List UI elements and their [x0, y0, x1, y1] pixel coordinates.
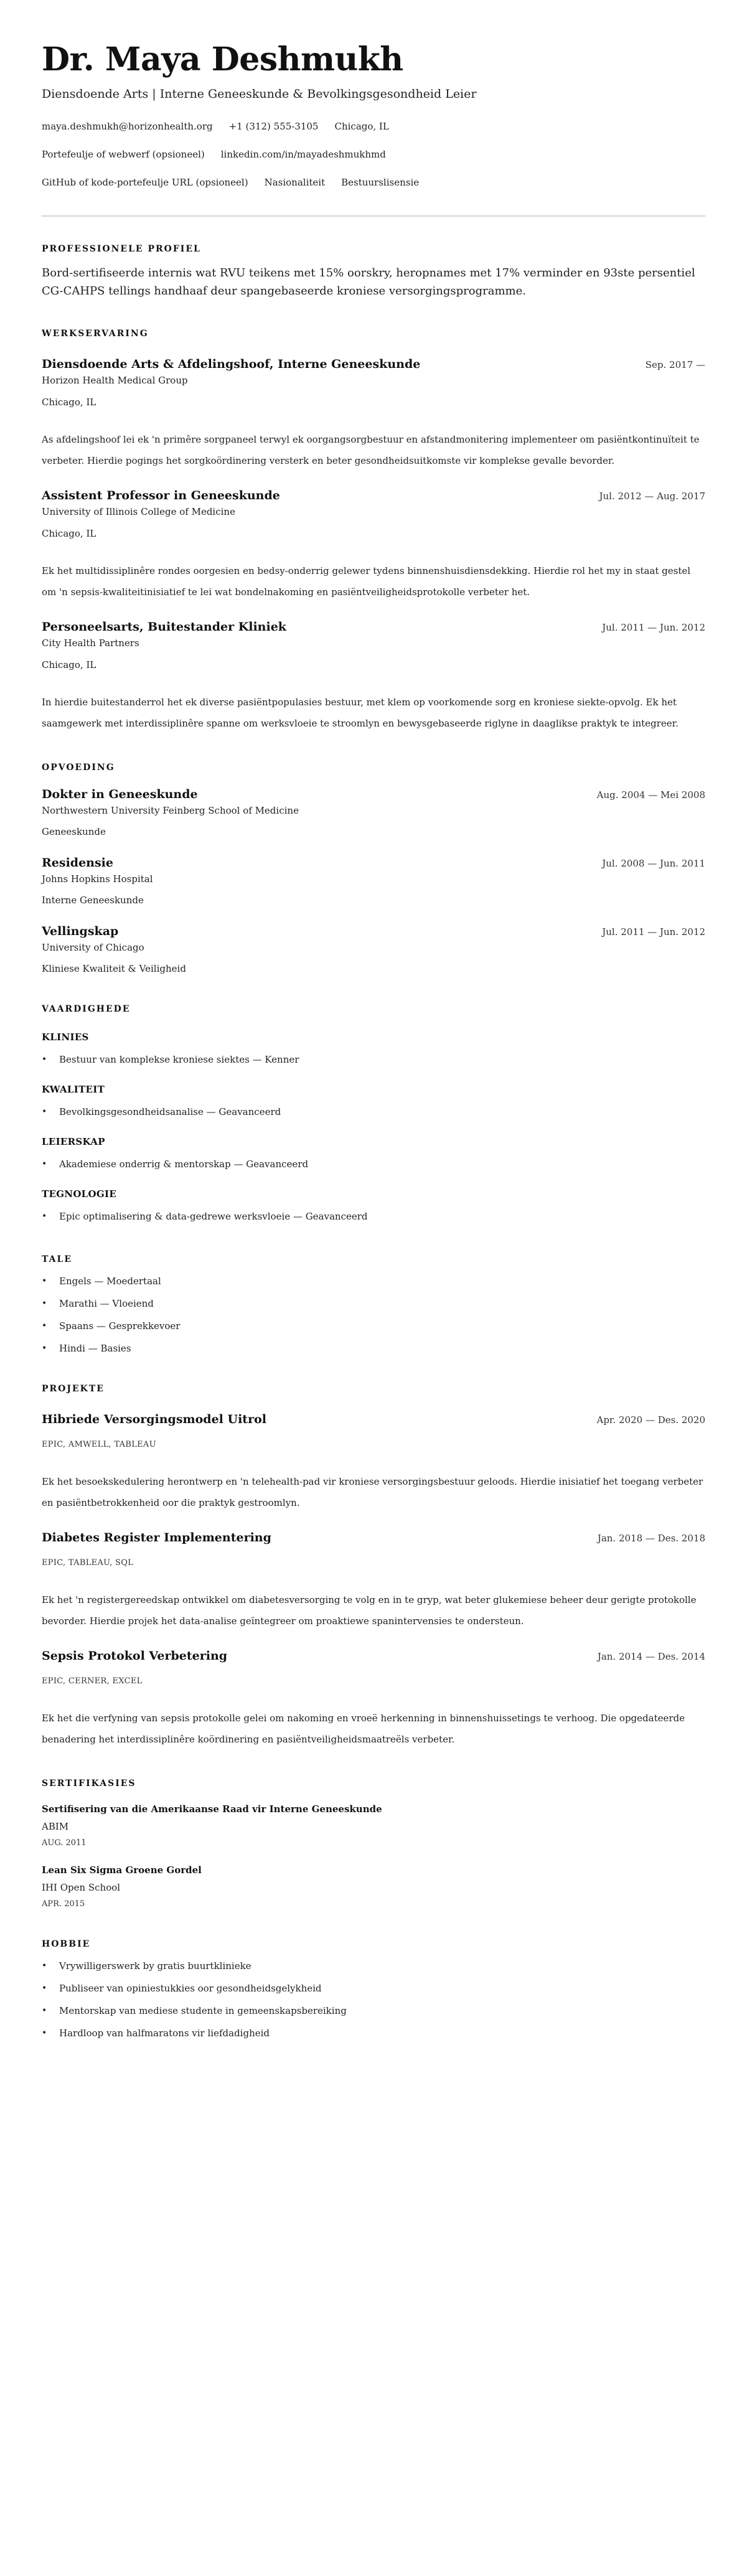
experience-section — [42, 327, 705, 734]
contact-nationality: Nasionaliteit — [264, 177, 326, 188]
section-title: SERTIFIKASIES — [42, 1779, 136, 1789]
certification-issuer: ABIM — [42, 1821, 69, 1832]
hobby-item: • Vrywilligerswerk by gratis buurtklinieke — [42, 1959, 705, 1973]
project-title: Sepsis Protokol Verbetering — [42, 1649, 228, 1663]
language-item: • Hindi — Basies — [42, 1342, 705, 1355]
job-company: City Health Partners — [42, 637, 139, 649]
project-tech: EPIC, AMWELL, TABLEAU — [42, 1440, 156, 1449]
project-entry — [42, 1648, 705, 1750]
section-title: VAARDIGHEDE — [42, 1004, 131, 1014]
job-location: Chicago, IL — [42, 528, 96, 539]
project-date: Jan. 2014 — Des. 2014 — [597, 1651, 705, 1662]
hobby-item: • Publiseer van opiniestukkies oor gesondheidsgelykheid — [42, 1981, 705, 1995]
job-description: Ek het multidissiplinêre rondes oorgesien en bedsy-onderrig gelewer tydens binnenshuisdiensdekking. Hierdie rol het my in staat gestel om 'n sepsis-kwaliteitinisiatief te lei wat bondelnakoming en pasiëntveiligheidsprotokolle verbeter het. — [42, 565, 691, 598]
certification-entry — [42, 1802, 705, 1850]
certification-title: Sertifisering van die Amerikaanse Raad vir Interne Geneeskunde — [42, 1803, 382, 1815]
job-location: Chicago, IL — [42, 397, 96, 408]
skill-category: LEIERSKAP — [42, 1136, 105, 1147]
certification-date: AUG. 2011 — [42, 1838, 87, 1848]
section-title: WERKSERVARING — [42, 329, 149, 339]
language-item: • Spaans — Gesprekkevoer — [42, 1319, 705, 1333]
field-of-study: Kliniese Kwaliteit & Veiligheid — [42, 963, 186, 974]
job-company: University of Illinois College of Medicine — [42, 506, 235, 517]
hobby-list — [42, 1959, 705, 2040]
project-tech: EPIC, CERNER, EXCEL — [42, 1676, 143, 1686]
section-title: PROJEKTE — [42, 1384, 105, 1394]
contact-location: Chicago, IL — [334, 121, 389, 132]
hobby-item: • Mentorskap van mediese studente in gemeenskapsbereiking — [42, 2004, 705, 2018]
skill-item: • Bevolkingsgesondheidsanalise — Geavanceerd — [42, 1105, 705, 1119]
job-description: In hierdie buitestanderrol het ek diverse pasiëntpopulasies bestuur, met klem op voorkomende sorg en kroniese siekte-opvolg. Ek het saamgewerk met interdissiplinêre spanne om werksvloeie te stroomlyn en bewysgebaseerde riglyne in daaglikse praktyk te integreer. — [42, 697, 679, 729]
project-title: Hibriede Versorgingsmodel Uitrol — [42, 1413, 266, 1426]
contact-row-2 — [42, 148, 705, 161]
skill-list — [42, 1157, 705, 1171]
project-description: Ek het besoekskedulering herontwerp en 'n telehealth-pad vir kroniese versorgingsbestuur geloods. Hierdie inisiatief het toegang verbeter en pasiëntbetrokkenheid oor die praktyk gestroomlyn. — [42, 1476, 703, 1508]
contact-row-3 — [42, 176, 705, 189]
contact-portfolio[interactable]: Portefeulje of webwerf (opsioneel) — [42, 149, 205, 160]
degree-title: Dokter in Geneeskunde — [42, 787, 198, 801]
job-date: Jul. 2012 — Aug. 2017 — [599, 491, 705, 502]
certification-issuer: IHI Open School — [42, 1882, 121, 1893]
job-company: Horizon Health Medical Group — [42, 375, 188, 386]
project-date: Jan. 2018 — Des. 2018 — [597, 1533, 705, 1544]
hobby-item: • Hardloop van halfmaratons vir liefdadigheid — [42, 2026, 705, 2040]
skill-category: KLINIES — [42, 1032, 89, 1043]
education-section — [42, 761, 705, 975]
job-description: As afdelingshoof lei ek 'n primêre sorgpaneel terwyl ek oorgangsorgbestuur en afstandmonitering implementeer om pasiëntkontinuïteit te verbeter. Hierdie pogings het sorgkoördinering versterk en beter gesondheidsuitkomste vir komplekse gevalle bevorder. — [42, 434, 700, 466]
contact-linkedin[interactable]: linkedin.com/in/mayadeshmukhmd — [220, 149, 386, 160]
candidate-headline: Diensdoende Arts | Interne Geneeskunde & Bevolkingsgesondheid Leier — [42, 87, 477, 101]
experience-entry — [42, 619, 705, 734]
header-divider — [42, 215, 705, 217]
education-date: Jul. 2008 — Jun. 2011 — [602, 858, 705, 869]
job-title: Assistent Professor in Geneeskunde — [42, 489, 280, 502]
skills-section — [42, 1003, 705, 1355]
contact-row-1 — [42, 120, 705, 133]
education-date: Aug. 2004 — Mei 2008 — [596, 789, 705, 801]
section-title: OPVOEDING — [42, 763, 115, 773]
job-location: Chicago, IL — [42, 659, 96, 670]
summary-text: Bord-sertifiseerde internis wat RVU teikens met 15% oorskry, heropnames met 17% verminder en 93ste persentiel CG-CAHPS tellings handhaaf deur spangebaseerde kroniese versorgingsprogramme. — [42, 266, 695, 298]
experience-entry — [42, 356, 705, 471]
skill-category: TEGNOLOGIE — [42, 1188, 117, 1200]
skill-category: KWALITEIT — [42, 1084, 105, 1095]
candidate-name: Dr. Maya Deshmukh — [42, 40, 403, 78]
contact-drivers-license: Bestuurslisensie — [341, 177, 420, 188]
section-title: PROFESSIONELE PROFIEL — [42, 244, 201, 254]
education-entry — [42, 786, 705, 839]
project-description: Ek het 'n registergereedskap ontwikkel om diabetesversorging te volg en in te gryp, wat beter glukemiese beheer deur gerigte protokolle bevorder. Hierdie projek het data-analise geïntegreer om proaktiewe spanintervensies te ondersteun. — [42, 1594, 697, 1627]
school-name: University of Chicago — [42, 942, 144, 953]
project-entry — [42, 1411, 705, 1513]
education-entry — [42, 855, 705, 907]
certifications-section — [42, 1777, 705, 1911]
school-name: Northwestern University Feinberg School of Medicine — [42, 805, 299, 816]
job-title: Personeelsarts, Buitestander Kliniek — [42, 620, 286, 634]
degree-title: Residensie — [42, 856, 113, 870]
skill-list — [42, 1053, 705, 1066]
projects-section — [42, 1383, 705, 1750]
job-date: Jul. 2011 — Jun. 2012 — [602, 622, 705, 633]
project-date: Apr. 2020 — Des. 2020 — [596, 1414, 705, 1426]
contact-github[interactable]: GitHub of kode-portefeulje URL (opsioneel) — [42, 177, 248, 188]
contact-phone[interactable]: +1 (312) 555-3105 — [228, 121, 319, 132]
languages-title: TALE — [42, 1254, 73, 1264]
skill-list — [42, 1105, 705, 1119]
skill-item: • Akademiese onderrig & mentorskap — Geavanceerd — [42, 1157, 705, 1171]
language-item: • Marathi — Vloeiend — [42, 1297, 705, 1310]
field-of-study: Geneeskunde — [42, 826, 106, 837]
resume-header — [42, 40, 705, 189]
skill-list — [42, 1210, 705, 1223]
job-date: Sep. 2017 — — [645, 359, 705, 370]
skill-item: • Bestuur van komplekse kroniese siektes — Kenner — [42, 1053, 705, 1066]
project-description: Ek het die verfyning van sepsis protokolle gelei om nakoming en vroeë herkenning in binnenshuissetings te verhoog. Die opgedateerde benadering het interdissiplinêre koördinering en pasiëntveiligheidsmaatreëls verbeter. — [42, 1713, 685, 1745]
certification-title: Lean Six Sigma Groene Gordel — [42, 1864, 202, 1876]
project-title: Diabetes Register Implementering — [42, 1531, 271, 1544]
field-of-study: Interne Geneeskunde — [42, 895, 144, 906]
section-title: HOBBIE — [42, 1939, 91, 1949]
project-entry — [42, 1530, 705, 1632]
school-name: Johns Hopkins Hospital — [42, 873, 153, 885]
contact-email[interactable]: maya.deshmukh@horizonhealth.org — [42, 121, 213, 132]
project-tech: EPIC, TABLEAU, SQL — [42, 1558, 134, 1568]
experience-entry — [42, 487, 705, 603]
degree-title: Vellingskap — [42, 924, 119, 938]
language-item: • Engels — Moedertaal — [42, 1274, 705, 1288]
job-title: Diensdoende Arts & Afdelingshoof, Interne Geneeskunde — [42, 357, 421, 371]
education-date: Jul. 2011 — Jun. 2012 — [602, 926, 705, 938]
skill-item: • Epic optimalisering & data-gedrewe werksvloeie — Geavanceerd — [42, 1210, 705, 1223]
education-entry — [42, 923, 705, 975]
certification-entry — [42, 1863, 705, 1911]
language-list — [42, 1274, 705, 1355]
hobbies-section — [42, 1938, 705, 2040]
certification-date: APR. 2015 — [42, 1899, 85, 1909]
summary-section — [42, 243, 705, 300]
